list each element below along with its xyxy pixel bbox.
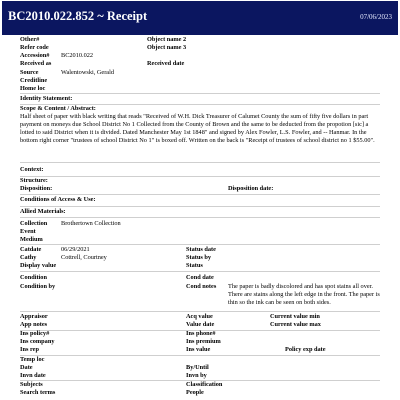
- catdate-value: 06/29/2021: [61, 246, 90, 253]
- accession-value: BC2010.022: [61, 52, 94, 59]
- condition-by-label: Condition by: [20, 283, 56, 290]
- ins-value-label: Ins value: [186, 346, 211, 353]
- scope-content-text: Half sheet of paper with black writing that reads "Received of W.H. Dick Treasurer of Calumet County the sum of fifty five dollars in part payment on moneys due School District No 1 Collected from the County of Brown and the same to be deducted from the propotion [sic] a lotted to said District when it is divided. Dated Manchester May 1st 1848" and signed by Alex Fowler, L.S. Fowler, and -- Hanmar. In the bottom right corner "trustees of school District No 1" is boxed off. Written on the back is "Receipt of trustees of school district no 1 $55.00".: [20, 113, 375, 144]
- divider: [20, 162, 380, 163]
- source-value: Walentowski, Gerald: [61, 69, 115, 76]
- disposition-label: Disposition:: [20, 185, 53, 192]
- structure-label: Structure:: [20, 177, 48, 184]
- medium-label: Medium: [20, 236, 43, 243]
- display-value-label: Display value: [20, 262, 57, 269]
- divider: [20, 311, 380, 312]
- ins-premium-label: Ins premium: [186, 338, 221, 345]
- divider: [20, 355, 380, 356]
- scope-content-label: Scope & Content / Abstract:: [20, 105, 96, 112]
- creditline-label: Creditline: [20, 77, 48, 84]
- received-date-label: Received date: [147, 60, 185, 67]
- cond-date-label: Cond date: [186, 274, 214, 281]
- cond-notes-value: The paper is badly discolored and has spot stains all over. There are stains along the left edge in the front. The paper is thin so the ink can be seen on both sides.: [228, 283, 380, 306]
- appraisor-label: Appraisor: [20, 313, 48, 320]
- catdate-label: Catdate: [20, 246, 42, 253]
- accession-label: Accession#: [20, 52, 50, 59]
- other-number-label: Other#: [20, 36, 40, 43]
- divider: [20, 217, 380, 218]
- ins-phone-label: Ins phone#: [186, 330, 216, 337]
- search-terms-label: Search terms: [20, 389, 56, 396]
- app-notes-label: App notes: [20, 321, 48, 328]
- disposition-date-label: Disposition date:: [228, 185, 274, 192]
- collection-value: Brothertown Collection: [61, 220, 121, 227]
- classification-label: Classification: [186, 381, 223, 388]
- cathy-label: Cathy: [20, 254, 37, 261]
- divider: [20, 271, 380, 272]
- collection-label: Collection: [20, 220, 48, 227]
- subjects-label: Subjects: [20, 381, 43, 388]
- date-label: Date: [20, 364, 33, 371]
- record-date: 07/06/2023: [360, 13, 392, 21]
- current-value-min-label: Current value min: [270, 313, 320, 320]
- refer-code-label: Refer code: [20, 44, 49, 51]
- record-title: BC2010.022.852 ~ Receipt: [8, 9, 148, 23]
- value-date-label: Value date: [186, 321, 215, 328]
- by-until-label: By/Until: [186, 364, 209, 371]
- current-value-max-label: Current value max: [270, 321, 321, 328]
- people-label: People: [186, 389, 204, 396]
- allied-materials-label: Allied Materials:: [20, 208, 66, 215]
- received-as-label: Received as: [20, 60, 52, 67]
- condition-label: Condition: [20, 274, 47, 281]
- identity-statement-label: Identity Statement:: [20, 95, 73, 102]
- status-by-label: Status by: [186, 254, 212, 261]
- ins-rep-label: Ins rep: [20, 346, 39, 353]
- record-header: [2, 1, 398, 35]
- temp-loc-label: Temp loc: [20, 356, 45, 363]
- policy-exp-date-label: Policy exp date: [285, 346, 326, 353]
- cond-notes-label: Cond notes: [186, 283, 217, 290]
- status-label: Status: [186, 262, 203, 269]
- invn-date-label: Invn date: [20, 372, 46, 379]
- divider: [20, 176, 380, 177]
- divider: [20, 93, 380, 94]
- ins-company-label: Ins company: [20, 338, 55, 345]
- cathy-value: Cottrell, Courtney: [61, 254, 107, 261]
- event-label: Event: [20, 228, 36, 235]
- divider: [20, 244, 380, 245]
- source-label: Source: [20, 69, 39, 76]
- divider: [20, 194, 380, 195]
- object-name-3-label: Object name 3: [147, 44, 187, 51]
- acq-value-label: Acq value: [186, 313, 213, 320]
- divider: [20, 206, 380, 207]
- home-loc-label: Home loc: [20, 85, 46, 92]
- invn-by-label: Invn by: [186, 372, 207, 379]
- status-date-label: Status date: [186, 246, 216, 253]
- ins-policy-label: Ins policy#: [20, 330, 50, 337]
- conditions-access-label: Conditions of Access & Use:: [20, 196, 96, 203]
- context-label: Context:: [20, 166, 44, 173]
- object-name-2-label: Object name 2: [147, 36, 187, 43]
